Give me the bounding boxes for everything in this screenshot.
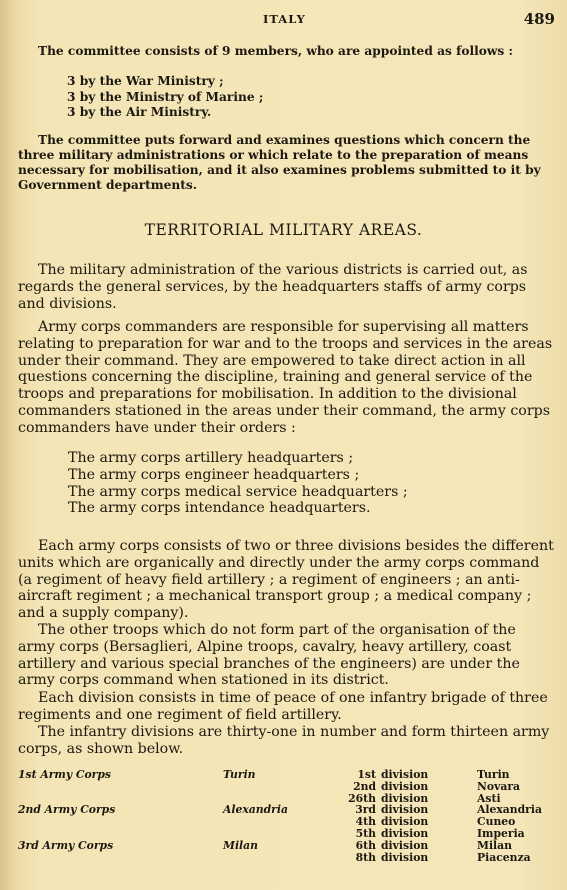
committee-member-item: 3 by the War Ministry ; bbox=[67, 74, 224, 88]
division-word-cell: division bbox=[381, 815, 429, 829]
division-number-cell: 1st bbox=[357, 768, 376, 781]
division-word-cell: division bbox=[381, 779, 429, 793]
hq-list-item: The army corps medical service headquarters ; bbox=[68, 483, 408, 500]
division-city-cell: Imperia bbox=[477, 826, 525, 840]
corps-seat-cell bbox=[223, 852, 338, 864]
division-city-cell: Piacenza bbox=[477, 850, 531, 864]
committee-functions: The committee puts forward and examines questions which concern the three military administrations or which relate to the preparation of means necessary for mobilisation, and it also examines problems submitted to it by Government departments. bbox=[18, 133, 541, 192]
corps-name-cell: 2nd Army Corps bbox=[18, 803, 116, 817]
committee-member-item: 3 by the Air Ministry. bbox=[67, 105, 212, 119]
division-word-cell: division bbox=[381, 803, 429, 817]
division-word-cell: division bbox=[381, 791, 429, 805]
paragraph: Army corps commanders are responsible for supervising all matters relating to preparation for war and to the troops and services in the areas under their command. They are empowered to take direct action in all questions concerning the discipline, training and general service of the troops and preparations for mobilisation. In addition to the divisional commanders stationed in the areas under their command, the army corps commanders have under their orders : bbox=[18, 319, 553, 436]
division-number-cell: 5th bbox=[355, 826, 376, 840]
table-row bbox=[18, 828, 557, 840]
corps-seat-cell: Milan bbox=[223, 838, 259, 852]
division-number-cell: 6th bbox=[355, 838, 376, 852]
division-number-cell: 4th bbox=[355, 815, 376, 829]
hq-list-item: The army corps intendance headquarters. bbox=[68, 500, 371, 517]
division-number-cell: 3rd bbox=[355, 803, 376, 817]
corps-name-cell bbox=[18, 852, 223, 864]
corps-name-cell: 1st Army Corps bbox=[18, 768, 111, 781]
hq-list-item: The army corps artillery headquarters ; bbox=[68, 450, 354, 466]
paragraph: Each army corps consists of two or three divisions besides the different units which are organically and directly under the army corps command (a regiment of heavy field artillery ; a regiment of engineers ; an anti-aircraft regiment ; a mechanical transport group ; a medical company ; and a supply company). bbox=[18, 538, 554, 622]
paragraph: The military administration of the various districts is carried out, as regards the general services, by the headquarters staffs of army corps and divisions. bbox=[18, 262, 528, 312]
division-number-cell: 8th bbox=[355, 850, 376, 864]
corps-seat-cell: Alexandria bbox=[223, 803, 288, 817]
table-row bbox=[18, 781, 557, 793]
committee-members-list bbox=[67, 74, 263, 121]
division-number-cell: 26th bbox=[348, 791, 376, 805]
paragraph: Each division consists in time of peace of one infantry brigade of three regiments and one regiment of field artillery. bbox=[18, 690, 548, 723]
table-row bbox=[18, 840, 557, 852]
committee-intro: The committee consists of 9 members, who are appointed as follows : bbox=[38, 44, 513, 58]
corps-seat-cell: Turin bbox=[223, 768, 256, 781]
division-word-cell: division bbox=[381, 768, 429, 781]
army-corps-table bbox=[18, 769, 557, 863]
table-row bbox=[18, 852, 557, 864]
division-word-cell: division bbox=[381, 850, 429, 864]
division-city-cell: Novara bbox=[477, 779, 521, 793]
corps-name-cell bbox=[18, 828, 223, 840]
corps-seat-cell bbox=[223, 828, 338, 840]
division-word-cell: division bbox=[381, 838, 429, 852]
division-number-cell: 2nd bbox=[353, 779, 376, 793]
committee-member-item: 3 by the Ministry of Marine ; bbox=[67, 89, 264, 104]
hq-list-item: The army corps engineer headquarters ; bbox=[68, 466, 360, 483]
corps-seat-cell bbox=[223, 816, 338, 828]
corps-name-cell: 3rd Army Corps bbox=[18, 838, 114, 852]
corps-seat-cell bbox=[223, 781, 338, 793]
hq-list bbox=[68, 450, 408, 517]
corps-name-cell bbox=[18, 781, 223, 793]
division-city-cell: Milan bbox=[477, 838, 513, 852]
paragraph: The infantry divisions are thirty-one in number and form thirteen army corps, as shown below. bbox=[18, 724, 550, 757]
division-city-cell: Alexandria bbox=[477, 803, 542, 817]
running-head: ITALY bbox=[263, 12, 306, 26]
page-number: 489 bbox=[523, 10, 555, 28]
division-city-cell: Asti bbox=[477, 791, 501, 805]
page-header bbox=[0, 10, 567, 30]
division-word-cell: division bbox=[381, 826, 429, 840]
paragraph: The other troops which do not form part of the organisation of the army corps (Bersaglieri, Alpine troops, cavalry, heavy artillery, coast artillery and various special branches of the engineers) are under the army corps command when stationed in its district. bbox=[18, 622, 520, 689]
division-city-cell: Turin bbox=[477, 768, 510, 781]
section-title: TERRITORIAL MILITARY AREAS. bbox=[144, 221, 423, 239]
division-city-cell: Cuneo bbox=[477, 815, 516, 829]
corps-name-cell bbox=[18, 816, 223, 828]
